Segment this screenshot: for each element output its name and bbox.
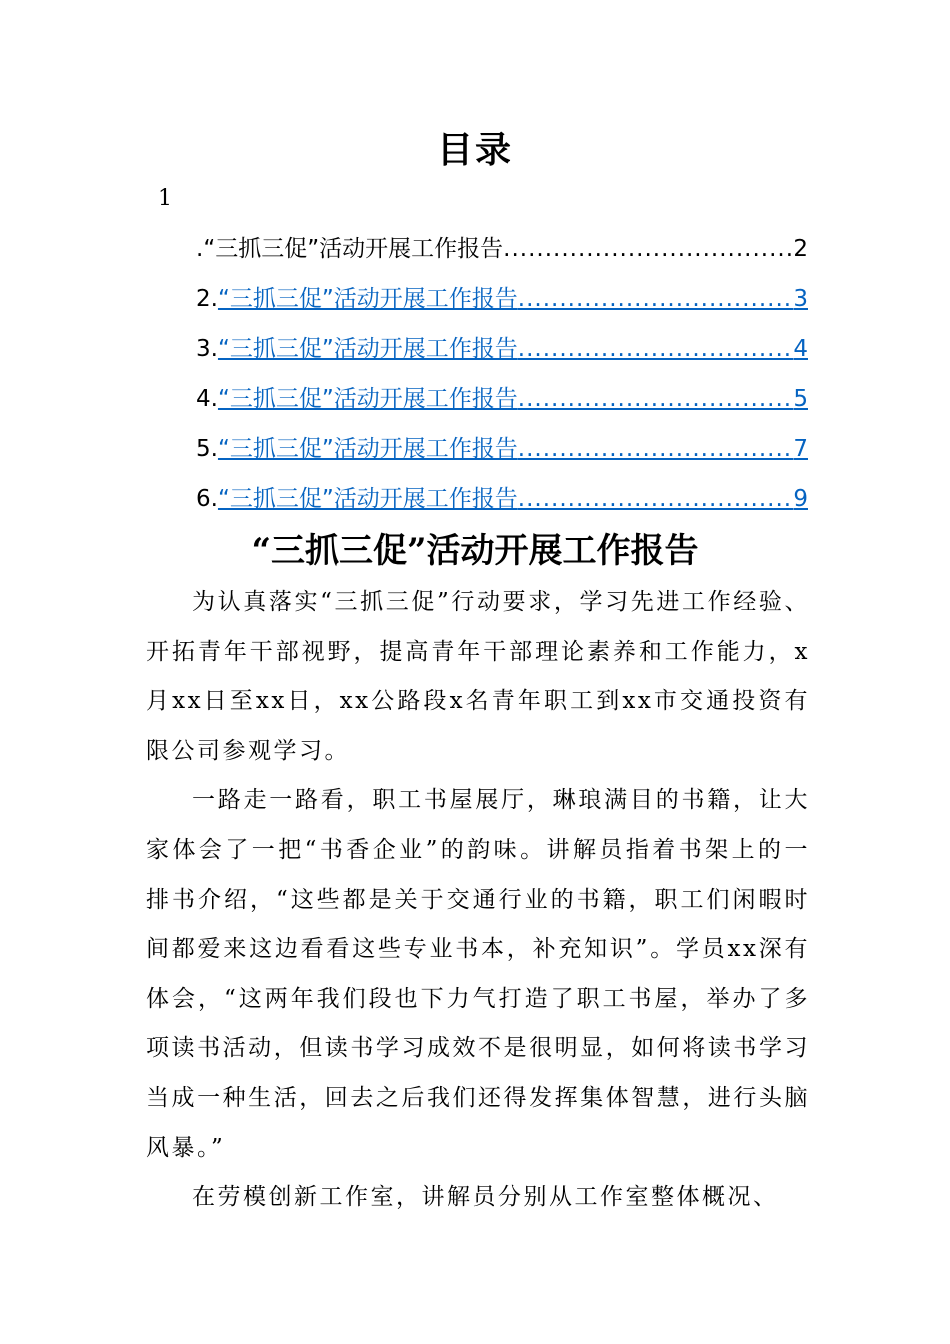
- toc-entry-page: 2: [793, 236, 808, 262]
- toc-entry-2[interactable]: [196, 280, 808, 330]
- toc-entry-index: .: [196, 236, 204, 262]
- toc-link[interactable]: [218, 430, 808, 463]
- toc-entry-text[interactable]: “三抓三促”活动开展工作报告: [217, 336, 518, 362]
- toc-entry-3[interactable]: [196, 330, 808, 380]
- toc-leader-dots[interactable]: [518, 286, 794, 312]
- toc-title: 目录: [436, 129, 513, 171]
- toc-leader-dots: [503, 236, 793, 262]
- body-paragraph-2: 一路走一路看，职工书屋展厅，琳琅满目的书籍，让大家体会了一把“书香企业”的韵味。讲解员指着书架上的一排书介绍，“这些都是关于交通行业的书籍，职工们闲暇时间都爱来这边看看这些专业书本，补充知识”。学员xx深有体会，“这两年我们段也下力气打造了职工书屋，举办了多项读书活动，但读书学习成效不是很明显，如何将读书学习当成一种生活，回去之后我们还得发挥集体智慧，进行头脑风暴。”: [146, 787, 810, 1161]
- toc-entry-5[interactable]: [196, 430, 808, 480]
- toc-entry-index: 3.: [196, 336, 218, 362]
- toc-entry-page[interactable]: 3: [793, 286, 808, 312]
- toc-stray-number: 1: [158, 186, 172, 211]
- toc-entry-4[interactable]: [196, 380, 808, 430]
- toc-leader-dots[interactable]: [518, 386, 794, 412]
- toc-leader-dots[interactable]: [518, 436, 794, 462]
- toc-entry-1: [196, 230, 808, 280]
- toc-entry-page[interactable]: 5: [793, 386, 808, 412]
- body-paragraph-3: 在劳模创新工作室，讲解员分别从工作室整体概况、: [192, 1184, 779, 1211]
- toc-entry-text[interactable]: “三抓三促”活动开展工作报告: [217, 386, 518, 412]
- toc-leader-dots[interactable]: [518, 336, 794, 362]
- toc-entry-index: 4.: [196, 386, 218, 412]
- toc-entry-index: 5.: [196, 436, 218, 462]
- toc-entry-text[interactable]: “三抓三促”活动开展工作报告: [217, 486, 518, 512]
- toc-entry-index: 2.: [196, 286, 218, 312]
- document-body: [146, 578, 810, 1223]
- toc-entry-index: 6.: [196, 486, 218, 512]
- body-paragraph-1: 为认真落实“三抓三促”行动要求，学习先进工作经验、开拓青年干部视野，提高青年干部理论素养和工作能力，x月xx日至xx日，xx公路段x名青年职工到xx市交通投资有限公司参观学习。: [146, 589, 810, 764]
- toc-entry-text: “三抓三促”活动开展工作报告: [203, 236, 504, 262]
- toc-entry-text[interactable]: “三抓三促”活动开展工作报告: [217, 436, 518, 462]
- document-title: “三抓三促”活动开展工作报告: [251, 531, 699, 571]
- toc-entry-text[interactable]: “三抓三促”活动开展工作报告: [217, 286, 518, 312]
- toc-entry-page[interactable]: 4: [793, 336, 808, 362]
- toc-link[interactable]: [218, 380, 808, 413]
- toc-entry-page[interactable]: 9: [793, 486, 808, 512]
- toc-link[interactable]: [218, 280, 808, 313]
- toc-entry-page[interactable]: 7: [793, 436, 808, 462]
- toc-leader-dots[interactable]: [518, 486, 794, 512]
- toc-link[interactable]: [218, 330, 808, 363]
- table-of-contents: [196, 230, 808, 530]
- toc-link[interactable]: [218, 480, 808, 513]
